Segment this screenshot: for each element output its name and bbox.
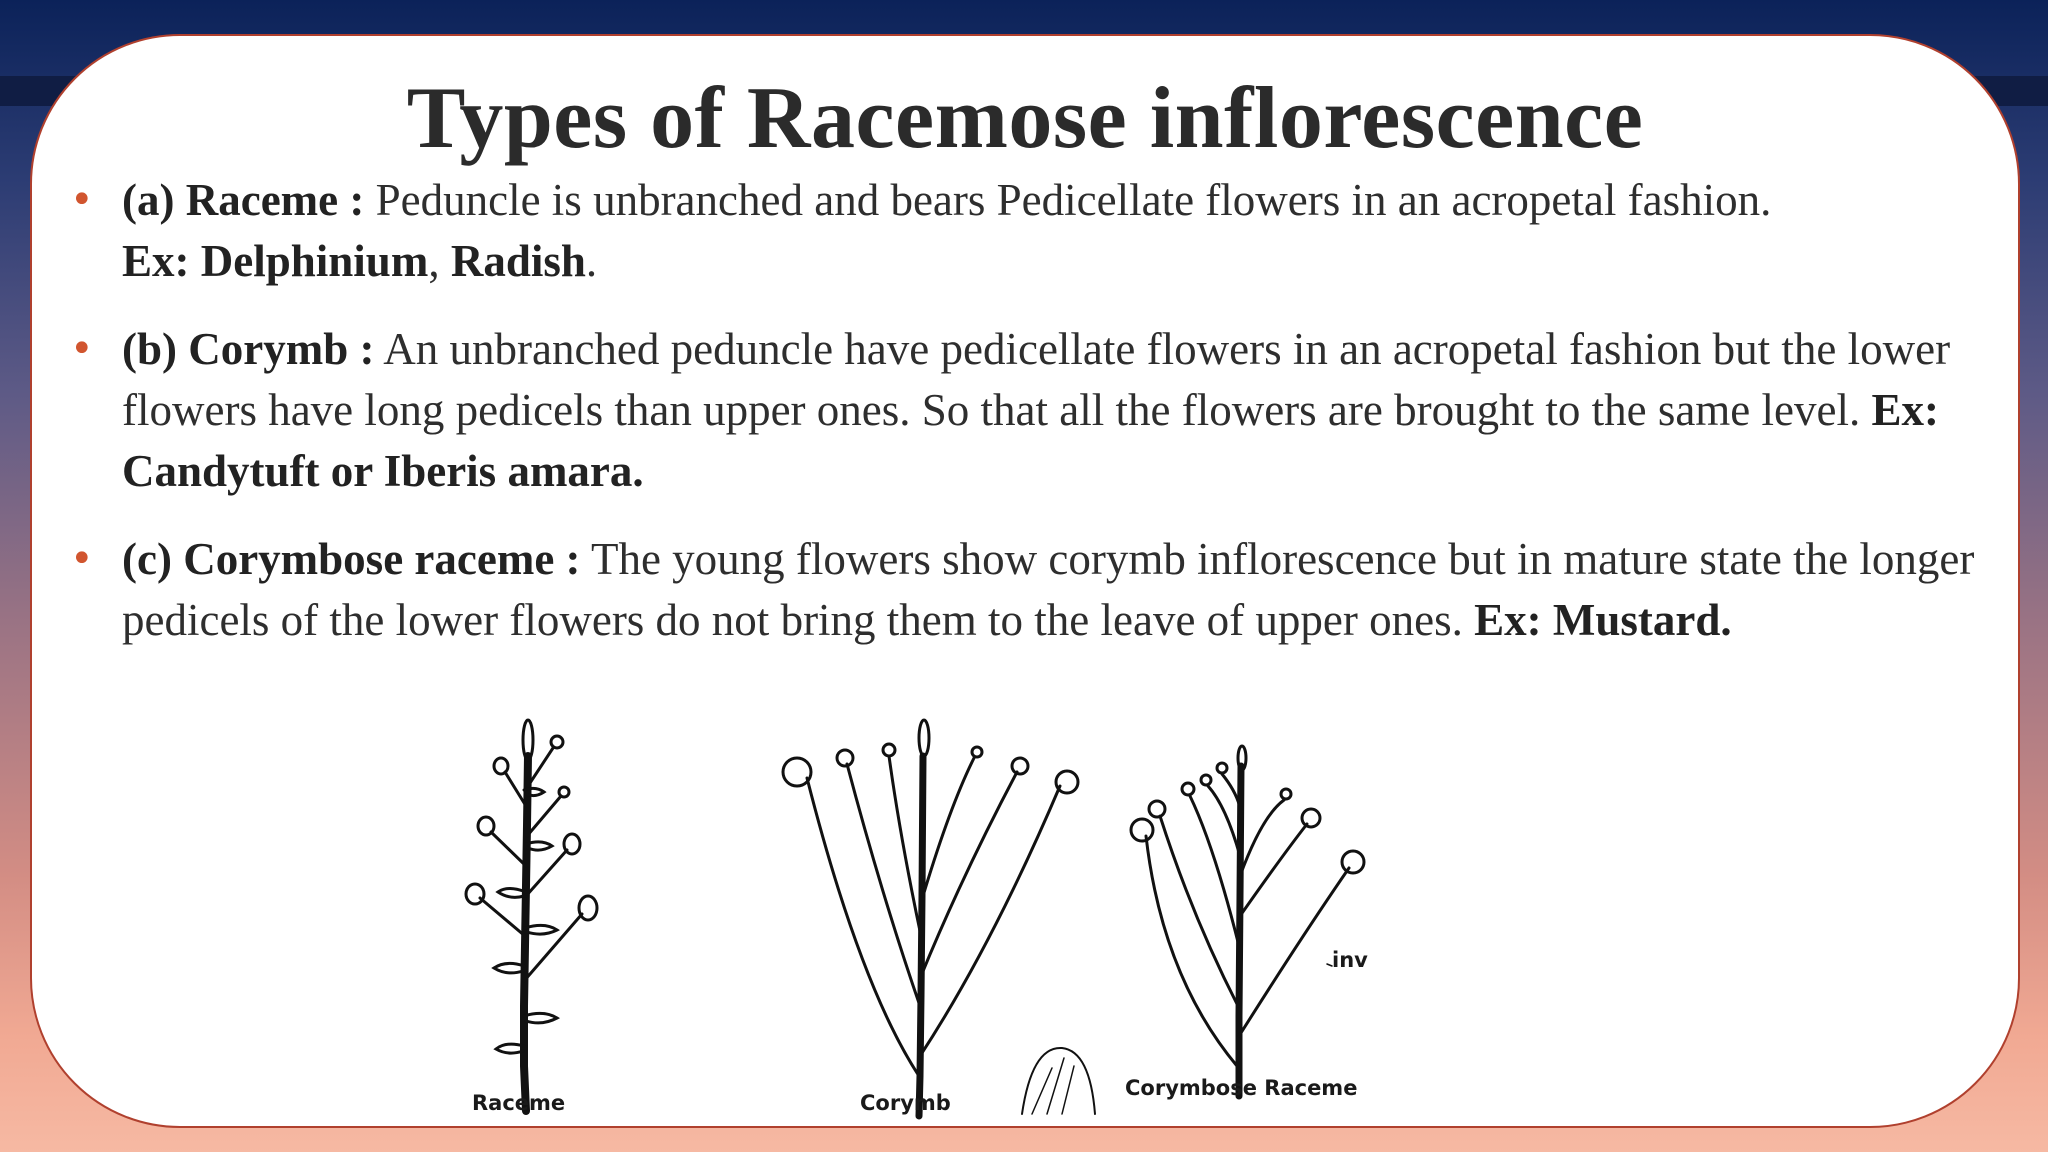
inflorescence-figure <box>402 696 1462 1126</box>
label-inv: inv <box>1332 948 1368 972</box>
example-raceme-1: Ex: Delphinium <box>122 236 429 286</box>
desc-corymbose-raceme: The young flowers show corymb inflorescence but in mature state the longer pedicels of the lower flowers do not bring them to the leave of upper ones. <box>122 534 1975 645</box>
corymbose-raceme-drawing <box>1131 746 1364 1096</box>
inflorescence-diagram <box>402 696 1462 1126</box>
bullet-corymb <box>70 319 1995 502</box>
bullet-corymbose-raceme <box>70 529 1995 651</box>
term-corymb: (b) Corymb : <box>122 324 375 374</box>
example-corymb: Ex: Candytuft or Iberis amara. <box>122 385 1939 496</box>
slide-card <box>30 34 2020 1128</box>
label-corymb: Corymb <box>860 1091 951 1115</box>
term-raceme: (a) Raceme : <box>122 175 365 225</box>
bullet-list <box>70 170 1995 678</box>
example-corymbose-raceme: Ex: Mustard. <box>1474 595 1732 645</box>
bullet-raceme <box>70 170 1995 292</box>
label-raceme: Raceme <box>472 1091 566 1115</box>
desc-corymb: An unbranched peduncle have pedicellate flowers in an acropetal fashion but the lower flowers have long pedicels than upper ones. So that all the flowers are brought to the same level. <box>122 324 1951 435</box>
raceme-drawing <box>466 720 597 1111</box>
label-corymbose-raceme: Corymbose Raceme <box>1125 1076 1358 1100</box>
corymb-drawing <box>783 720 1095 1116</box>
example-raceme-2: Radish <box>450 236 586 286</box>
desc-raceme: Peduncle is unbranched and bears Pedicellate flowers in an acropetal fashion. <box>364 175 1772 225</box>
bullet-dot: • <box>70 536 94 582</box>
bullet-dot: • <box>70 326 94 372</box>
bullet-dot: • <box>70 177 94 223</box>
example-raceme-end: . <box>585 236 598 286</box>
term-corymbose-raceme: (c) Corymbose raceme : <box>122 534 581 584</box>
example-raceme-sep: , <box>428 236 451 286</box>
slide-title: Types of Racemose inflorescence <box>406 70 1644 167</box>
